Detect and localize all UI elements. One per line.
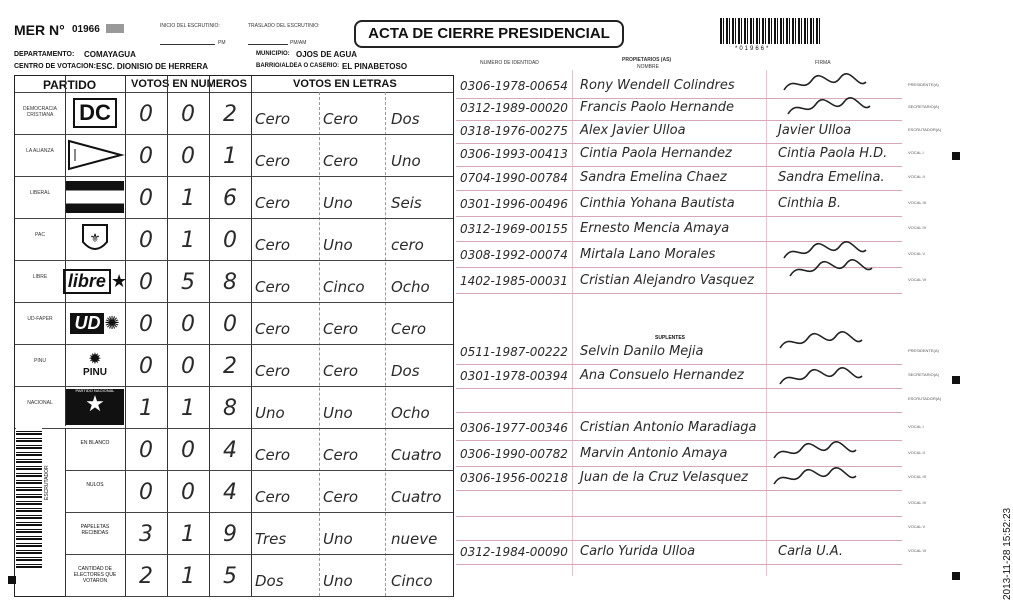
- vote-digit: 2: [223, 354, 237, 379]
- vote-digit: 1: [181, 186, 195, 211]
- signature-scribble-icon: [770, 466, 860, 490]
- vote-word: Uno: [323, 236, 353, 254]
- vote-digit: 3: [139, 522, 153, 547]
- member-id: 0306-1993-00413: [460, 147, 568, 161]
- member-id: 1402-1985-00031: [460, 274, 568, 288]
- member-id: 0312-1984-00090: [460, 545, 568, 559]
- member-id: 0312-1969-00155: [460, 222, 568, 236]
- vote-digit: 0: [181, 480, 195, 505]
- vote-digit: 1: [181, 228, 195, 253]
- member-signature: Carla U.A.: [778, 544, 844, 559]
- member-row-line: [456, 166, 902, 167]
- vote-digit: 0: [139, 228, 153, 253]
- col-line-4: [251, 76, 252, 596]
- member-role: SECRETARIO(A): [908, 104, 940, 109]
- vote-word: Cero: [323, 446, 359, 464]
- centro-label: CENTRO DE VOTACION:: [14, 63, 96, 70]
- barrio-label: BARRIO/ALDEA O CASERIO:: [256, 63, 340, 69]
- party-logo-icon: [65, 263, 128, 299]
- member-role: VOCAL II: [908, 174, 925, 179]
- vote-digit: 0: [181, 102, 195, 127]
- alianza-flag-icon: [67, 139, 123, 171]
- table-row: [15, 386, 453, 387]
- pinu-logo: PINU: [83, 367, 107, 378]
- party-name: NACIONAL: [27, 400, 53, 406]
- firma-header: FIRMA: [815, 60, 831, 66]
- sun-icon: ✺: [104, 312, 120, 333]
- propietarios-header: PROPIETARIOS (AS): [622, 57, 672, 63]
- party-logo-icon: [65, 179, 125, 215]
- party-name: PAC: [35, 232, 45, 238]
- centro-value: ESC. DIONISIO DE HERRERA: [96, 62, 209, 71]
- mer-logo-icon: [106, 24, 124, 33]
- member-name: Carlo Yurida Ulloa: [580, 544, 696, 559]
- member-id: 0306-1977-00346: [460, 421, 568, 435]
- vote-digit: 0: [139, 144, 153, 169]
- member-name: Cristian Antonio Maradiaga: [580, 420, 757, 435]
- col-header-numeros: VOTOS EN NUMEROS: [131, 78, 247, 90]
- table-row: [15, 302, 453, 303]
- member-role: VOCAL IV: [908, 500, 927, 505]
- vote-word: Uno: [323, 530, 353, 548]
- member-id: 0312-1989-00020: [460, 101, 568, 115]
- member-row-line: [456, 516, 902, 517]
- member-row-line: [456, 120, 902, 121]
- vote-word: Cuatro: [391, 488, 442, 506]
- total-label: NULOS: [86, 482, 104, 488]
- vote-word: Cinco: [391, 572, 433, 590]
- side-barcode: [16, 428, 42, 568]
- star-icon: ★: [85, 391, 105, 416]
- party-name: LIBERAL: [29, 190, 51, 196]
- registration-mark: [952, 572, 960, 580]
- party-name: LA ALIANZA: [26, 148, 54, 154]
- member-signature: Javier Ulloa: [778, 123, 852, 138]
- col-line-1: [125, 76, 126, 596]
- vote-word: Cero: [255, 110, 291, 128]
- mer-number: 01966: [72, 24, 100, 35]
- vote-word: Cero: [255, 278, 291, 296]
- municipio-value: OJOS DE AGUA: [296, 50, 358, 59]
- party-logo-icon: [65, 389, 125, 425]
- member-role: VOCAL V: [908, 251, 926, 256]
- vote-digit: 6: [223, 186, 237, 211]
- vote-word: Cero: [323, 152, 359, 170]
- table-row: [65, 596, 453, 597]
- member-role: PRESIDENTE(A): [908, 82, 939, 87]
- vote-word: Cero: [255, 236, 291, 254]
- document-title: ACTA DE CIERRE PRESIDENCIAL: [354, 20, 624, 48]
- vote-digit: 4: [223, 438, 237, 463]
- signature-scribble-icon: [776, 330, 866, 354]
- vote-word: Dos: [391, 362, 420, 380]
- vote-word: Cero: [255, 152, 291, 170]
- member-signature: Cintia Paola H.D.: [778, 146, 888, 161]
- vote-digit: 8: [223, 270, 237, 295]
- vote-word: Seis: [391, 194, 422, 212]
- member-id: 0306-1978-00654: [460, 79, 568, 93]
- vote-digit: 0: [139, 186, 153, 211]
- vote-digit: 4: [223, 480, 237, 505]
- member-role: VOCAL II: [908, 450, 925, 455]
- totals-left-line: [65, 428, 66, 596]
- party-name: UD-FAPER: [27, 316, 53, 322]
- vote-digit: 2: [139, 564, 153, 589]
- nacional-logo: PARTIDO NACIONAL ★: [66, 389, 124, 425]
- vote-word: Cero: [255, 320, 291, 338]
- party-name: DEMOCRACIA CRISTIANA: [23, 106, 57, 118]
- municipio-label: MUNICIPIO:: [256, 51, 290, 57]
- member-name: Selvin Danilo Mejia: [580, 344, 704, 359]
- member-role: VOCAL VI: [908, 277, 927, 282]
- vote-word: Cero: [255, 194, 291, 212]
- member-name: Cinthia Yohana Bautista: [580, 196, 735, 211]
- vote-word: Uno: [255, 404, 285, 422]
- member-role: VOCAL I: [908, 150, 924, 155]
- member-row-line: [456, 143, 902, 144]
- identidad-header: NUMERO DE IDENTIDAD: [480, 60, 539, 66]
- member-row-line: [456, 190, 902, 191]
- vote-digit: 9: [223, 522, 237, 547]
- vote-digit: 5: [181, 270, 195, 295]
- member-role: SECRETARIO(A): [908, 372, 940, 377]
- member-row-line: [456, 540, 902, 541]
- table-row: [15, 260, 453, 261]
- vote-digit: 0: [181, 438, 195, 463]
- barcode-graphic: [720, 18, 820, 44]
- party-name: PINU: [34, 358, 46, 364]
- member-id: 0306-1956-00218: [460, 471, 568, 485]
- table-row: [65, 512, 453, 513]
- ud-logo: UD: [70, 313, 104, 334]
- table-row: [15, 344, 453, 345]
- total-label: EN BLANCO: [80, 440, 110, 446]
- member-name: Ernesto Mencia Amaya: [580, 221, 730, 236]
- member-role: ESCRUTADOR(A): [908, 127, 942, 132]
- sig-col-line: [766, 70, 767, 576]
- signature-scribble-icon: [784, 96, 874, 120]
- col-line-2: [167, 76, 168, 596]
- inicio-line: [160, 44, 215, 45]
- member-name: Marvin Antonio Amaya: [580, 446, 728, 461]
- vote-digit: 0: [139, 270, 153, 295]
- vote-digit: 1: [181, 396, 195, 421]
- member-role: VOCAL IV: [908, 225, 927, 230]
- vote-word: Cero: [255, 488, 291, 506]
- suplentes-header: SUPLENTES: [655, 335, 686, 341]
- member-id: 0301-1996-00496: [460, 197, 568, 211]
- party-logo-icon: [65, 221, 125, 257]
- member-row-line: [456, 412, 902, 413]
- total-label: CANTIDAD DE ELECTORES QUE VOTARON: [73, 566, 117, 584]
- vote-word: Cinco: [323, 278, 365, 296]
- vote-word: Uno: [323, 194, 353, 212]
- signature-scribble-icon: [770, 440, 860, 464]
- mer-label: MER N°: [14, 22, 65, 38]
- member-name: Cristian Alejandro Vasquez: [580, 273, 754, 288]
- vote-word: Cero: [255, 446, 291, 464]
- vote-word: Uno: [323, 404, 353, 422]
- pac-shield-icon: [80, 222, 110, 256]
- vote-word: nueve: [391, 530, 438, 548]
- registration-mark: [952, 152, 960, 160]
- votes-table: [14, 75, 454, 597]
- vote-digit: 8: [223, 396, 237, 421]
- inicio-label: INICIO DEL ESCRUTINIO:: [160, 23, 220, 29]
- vote-word: Dos: [391, 110, 420, 128]
- liberal-flag-icon: [66, 181, 124, 213]
- scan-timestamp: 2013-11-28 15:52:23: [1002, 507, 1013, 600]
- member-role: VOCAL III: [908, 474, 926, 479]
- vote-word: Cero: [255, 362, 291, 380]
- vote-digit: 0: [223, 228, 237, 253]
- barcode-number: *01966*: [735, 46, 771, 52]
- party-logo-icon: [65, 347, 125, 383]
- member-name: Ana Consuelo Hernandez: [580, 368, 744, 383]
- member-name: Francis Paolo Hernande: [580, 100, 734, 115]
- member-id: 0308-1992-00074: [460, 248, 568, 262]
- member-id: 0306-1990-00782: [460, 447, 568, 461]
- member-role: ESCRUTADOR(A): [908, 396, 942, 401]
- table-row: [15, 134, 453, 135]
- table-row: [65, 470, 453, 471]
- member-name: Mirtala Lano Morales: [580, 247, 716, 262]
- member-row-line: [456, 216, 902, 217]
- vote-digit: 0: [139, 354, 153, 379]
- member-id: 0511-1987-00222: [460, 345, 568, 359]
- dc-logo: DC: [73, 98, 117, 128]
- id-col-line: [572, 70, 573, 576]
- col-header-partido: PARTIDO: [43, 78, 97, 92]
- pinu-sun-icon: ✹: [88, 351, 102, 368]
- party-logo-icon: [65, 137, 125, 173]
- vote-digit: 1: [223, 144, 237, 169]
- member-row-line: [456, 490, 902, 491]
- signature-scribble-icon: [776, 366, 866, 390]
- member-row-line: [456, 564, 902, 565]
- pmam-label: PM/AM: [290, 40, 307, 46]
- departamento-label: DEPARTAMENTO:: [14, 51, 75, 58]
- vote-word: Cero: [323, 362, 359, 380]
- member-row-line: [456, 293, 902, 294]
- member-signature: Sandra Emelina.: [778, 170, 885, 185]
- vote-word: Ocho: [391, 278, 430, 296]
- vote-digit: 0: [139, 480, 153, 505]
- vote-digit: 1: [181, 522, 195, 547]
- col-line-3: [209, 76, 210, 596]
- traslado-label: TRASLADO DEL ESCRUTINIO:: [248, 23, 320, 29]
- vote-digit: 0: [139, 102, 153, 127]
- vote-word: Tres: [255, 530, 287, 548]
- member-role: VOCAL I: [908, 424, 924, 429]
- vote-digit: 5: [223, 564, 237, 589]
- member-role: VOCAL III: [908, 200, 926, 205]
- departamento-value: COMAYAGUA: [84, 50, 136, 59]
- registration-mark: [952, 376, 960, 384]
- signature-scribble-icon: [786, 258, 876, 282]
- member-row-line: [456, 364, 902, 365]
- nombre-header: NOMBRE: [637, 64, 659, 70]
- header-divider: [15, 92, 453, 93]
- vote-word: Cuatro: [391, 446, 442, 464]
- traslado-line: [248, 44, 288, 45]
- vote-digit: 1: [181, 564, 195, 589]
- vote-digit: 0: [139, 312, 153, 337]
- member-name: Sandra Emelina Chaez: [580, 170, 727, 185]
- member-name: Rony Wendell Colindres: [580, 78, 735, 93]
- member-name: Juan de la Cruz Velasquez: [580, 470, 748, 485]
- total-label: PAPELETAS RECIBIDAS: [80, 524, 110, 536]
- table-row: [15, 218, 453, 219]
- star-icon: ★: [110, 270, 128, 291]
- vote-digit: 0: [139, 438, 153, 463]
- vote-word: Uno: [391, 152, 421, 170]
- member-id: 0704-1990-00784: [460, 171, 568, 185]
- barrio-value: EL PINABETOSO: [342, 62, 408, 71]
- pm-label: PM: [218, 40, 226, 46]
- registration-mark: [8, 576, 16, 584]
- libre-logo: libre: [63, 269, 111, 294]
- member-role: VOCAL V: [908, 524, 926, 529]
- side-text: ESCRUTADOR: [44, 465, 50, 500]
- signature-scribble-icon: [780, 72, 870, 96]
- vote-word: Cero: [323, 488, 359, 506]
- member-role: PRESIDENTE(A): [908, 348, 939, 353]
- vote-word: Dos: [255, 572, 284, 590]
- table-row: [65, 554, 453, 555]
- vote-digit: 0: [181, 354, 195, 379]
- party-logo-icon: [65, 305, 125, 341]
- svg-text:⚜: ⚜: [89, 231, 101, 245]
- vote-digit: 1: [139, 396, 153, 421]
- member-signature: Cinthia B.: [778, 196, 842, 211]
- member-id: 0318-1976-00275: [460, 124, 568, 138]
- vote-word: cero: [391, 236, 424, 254]
- vote-digit: 0: [181, 312, 195, 337]
- vote-digit: 2: [223, 102, 237, 127]
- member-name: Alex Javier Ulloa: [580, 123, 686, 138]
- member-name: Cintia Paola Hernandez: [580, 146, 732, 161]
- vote-word: Ocho: [391, 404, 430, 422]
- vote-word: Cero: [323, 110, 359, 128]
- party-logo-icon: [65, 95, 125, 131]
- vote-digit: 0: [223, 312, 237, 337]
- vote-word: Cero: [391, 320, 427, 338]
- table-row: [15, 428, 453, 429]
- vote-word: Uno: [323, 572, 353, 590]
- vote-word: Cero: [323, 320, 359, 338]
- table-row: [15, 176, 453, 177]
- col-header-letras: VOTOS EN LETRAS: [293, 78, 397, 90]
- vote-digit: 0: [181, 144, 195, 169]
- party-name: LIBRE: [32, 274, 48, 280]
- member-role: VOCAL VI: [908, 548, 927, 553]
- member-id: 0301-1978-00394: [460, 369, 568, 383]
